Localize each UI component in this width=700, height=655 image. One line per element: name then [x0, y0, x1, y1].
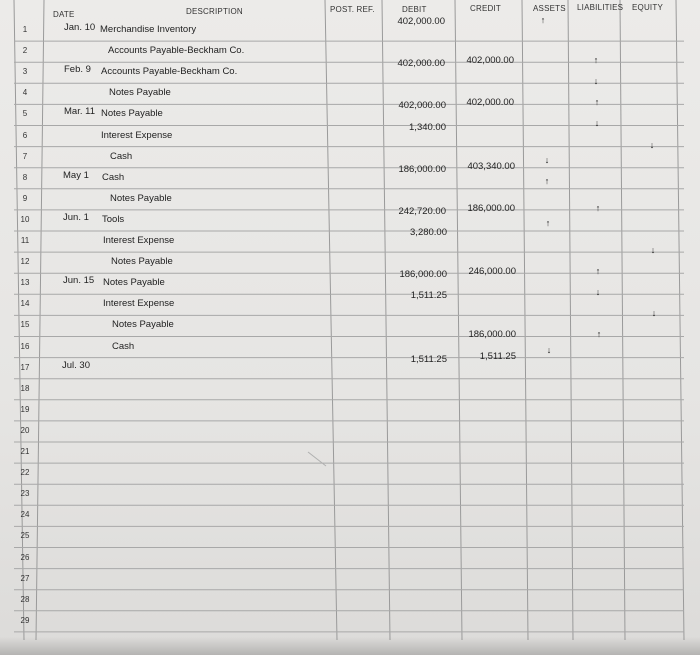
credit-cell[interactable]: 1,511.25: [479, 350, 516, 362]
description-cell[interactable]: Tools: [102, 213, 125, 225]
row-number: 22: [20, 468, 30, 478]
row-number: 7: [22, 151, 28, 161]
assets-arrow-icon: ↑: [545, 217, 551, 228]
row-number: 9: [22, 193, 28, 203]
debit-cell[interactable]: 186,000.00: [399, 269, 447, 281]
assets-arrow-icon: ↓: [546, 344, 552, 355]
row-number: 26: [20, 552, 30, 562]
row-number: 6: [22, 130, 28, 140]
debit-header: DEBIT: [402, 5, 427, 14]
row-number: 10: [20, 214, 30, 224]
assets-arrow-icon: ↓: [544, 154, 550, 165]
date-cell[interactable]: Feb. 9: [64, 64, 91, 76]
debit-cell[interactable]: 402,000.00: [397, 16, 445, 27]
credit-cell[interactable]: 186,000.00: [467, 202, 515, 214]
date-cell[interactable]: May 1: [63, 169, 89, 181]
debit-cell[interactable]: 3,280.00: [410, 227, 447, 238]
description-cell[interactable]: Notes Payable: [111, 256, 173, 268]
credit-cell[interactable]: 186,000.00: [468, 329, 516, 341]
description-cell[interactable]: Accounts Payable-Beckham Co.: [101, 66, 238, 78]
credit-cell[interactable]: 246,000.00: [468, 266, 516, 278]
row-number: 19: [20, 404, 30, 414]
description-cell[interactable]: Cash: [112, 340, 135, 352]
debit-cell[interactable]: 1,511.25: [410, 353, 447, 365]
description-cell[interactable]: Notes Payable: [101, 108, 163, 120]
description-cell[interactable]: Accounts Payable-Beckham Co.: [108, 45, 245, 57]
row-number: 2: [22, 46, 28, 56]
debit-cell[interactable]: 186,000.00: [398, 163, 446, 175]
liabilities-arrow-icon: ↑: [596, 329, 602, 340]
liabilities-arrow-icon: ↑: [595, 266, 601, 277]
description-cell[interactable]: Notes Payable: [109, 87, 171, 99]
liabilities-arrow-icon: ↓: [593, 76, 599, 87]
description-cell[interactable]: Notes Payable: [112, 319, 174, 331]
debit-cell[interactable]: 1,511.25: [410, 290, 447, 302]
post-ref-header: POST. REF.: [330, 5, 375, 14]
credit-cell[interactable]: 402,000.00: [466, 55, 514, 67]
row-number: 12: [20, 257, 30, 267]
description-cell[interactable]: Notes Payable: [110, 192, 172, 204]
equity-header: EQUITY: [632, 3, 663, 12]
date-cell[interactable]: Jul. 30: [62, 359, 90, 371]
header-up-arrow-icon: ↑: [540, 15, 546, 25]
row-number: 28: [20, 594, 30, 604]
assets-arrow-icon: ↑: [544, 175, 550, 186]
row-number: 29: [20, 615, 30, 625]
description-cell[interactable]: Interest Expense: [103, 235, 175, 246]
date-cell[interactable]: Jun. 15: [63, 275, 95, 287]
row-number: 11: [20, 236, 30, 245]
debit-cell[interactable]: 1,340.00: [409, 121, 446, 133]
row-number: 27: [20, 573, 30, 583]
credit-cell[interactable]: 402,000.00: [466, 97, 514, 109]
equity-arrow-icon: ↓: [651, 308, 657, 319]
liabilities-arrow-icon: ↑: [594, 97, 600, 108]
row-number: 18: [20, 383, 30, 393]
description-cell[interactable]: Interest Expense: [103, 298, 175, 310]
row-number: 3: [22, 67, 28, 77]
row-number: 21: [20, 447, 30, 456]
row-number: 5: [22, 109, 28, 119]
row-number: 16: [20, 341, 30, 351]
liabilities-header: LIABILITIES: [577, 3, 624, 12]
credit-header: CREDIT: [470, 4, 501, 13]
debit-cell[interactable]: 402,000.00: [397, 58, 445, 70]
description-cell[interactable]: Interest Expense: [101, 129, 173, 141]
liabilities-arrow-icon: ↓: [594, 118, 600, 129]
equity-arrow-icon: ↓: [649, 139, 655, 150]
credit-cell[interactable]: 403,340.00: [467, 160, 515, 172]
debit-cell[interactable]: 402,000.00: [398, 100, 446, 112]
row-number: 25: [20, 531, 30, 541]
equity-arrow-icon: ↓: [650, 245, 656, 255]
row-number: 24: [20, 510, 30, 520]
assets-header: ASSETS: [533, 4, 566, 13]
row-number: 20: [20, 425, 30, 435]
row-number: 17: [20, 362, 30, 372]
liabilities-arrow-icon: ↑: [593, 55, 599, 66]
description-cell[interactable]: Notes Payable: [103, 277, 165, 289]
debit-cell[interactable]: 242,720.00: [398, 205, 446, 217]
row-number: 1: [22, 25, 28, 34]
date-cell[interactable]: Jan. 10: [64, 22, 96, 33]
description-cell[interactable]: Cash: [110, 150, 133, 162]
description-cell[interactable]: Cash: [102, 171, 125, 183]
row-number: 4: [22, 88, 28, 98]
row-number: 23: [20, 489, 30, 499]
date-cell[interactable]: Mar. 11: [64, 106, 95, 118]
liabilities-arrow-icon: ↓: [595, 287, 601, 298]
date-header: DATE: [53, 10, 75, 19]
liabilities-arrow-icon: ↑: [595, 202, 601, 213]
row-number: 14: [20, 299, 30, 309]
row-number: 13: [20, 278, 30, 288]
description-cell[interactable]: Merchandise Inventory: [100, 24, 197, 35]
row-number: 15: [20, 320, 30, 330]
description-header: DESCRIPTION: [186, 7, 243, 16]
date-cell[interactable]: Jun. 1: [63, 211, 89, 223]
row-number: 8: [22, 172, 28, 182]
